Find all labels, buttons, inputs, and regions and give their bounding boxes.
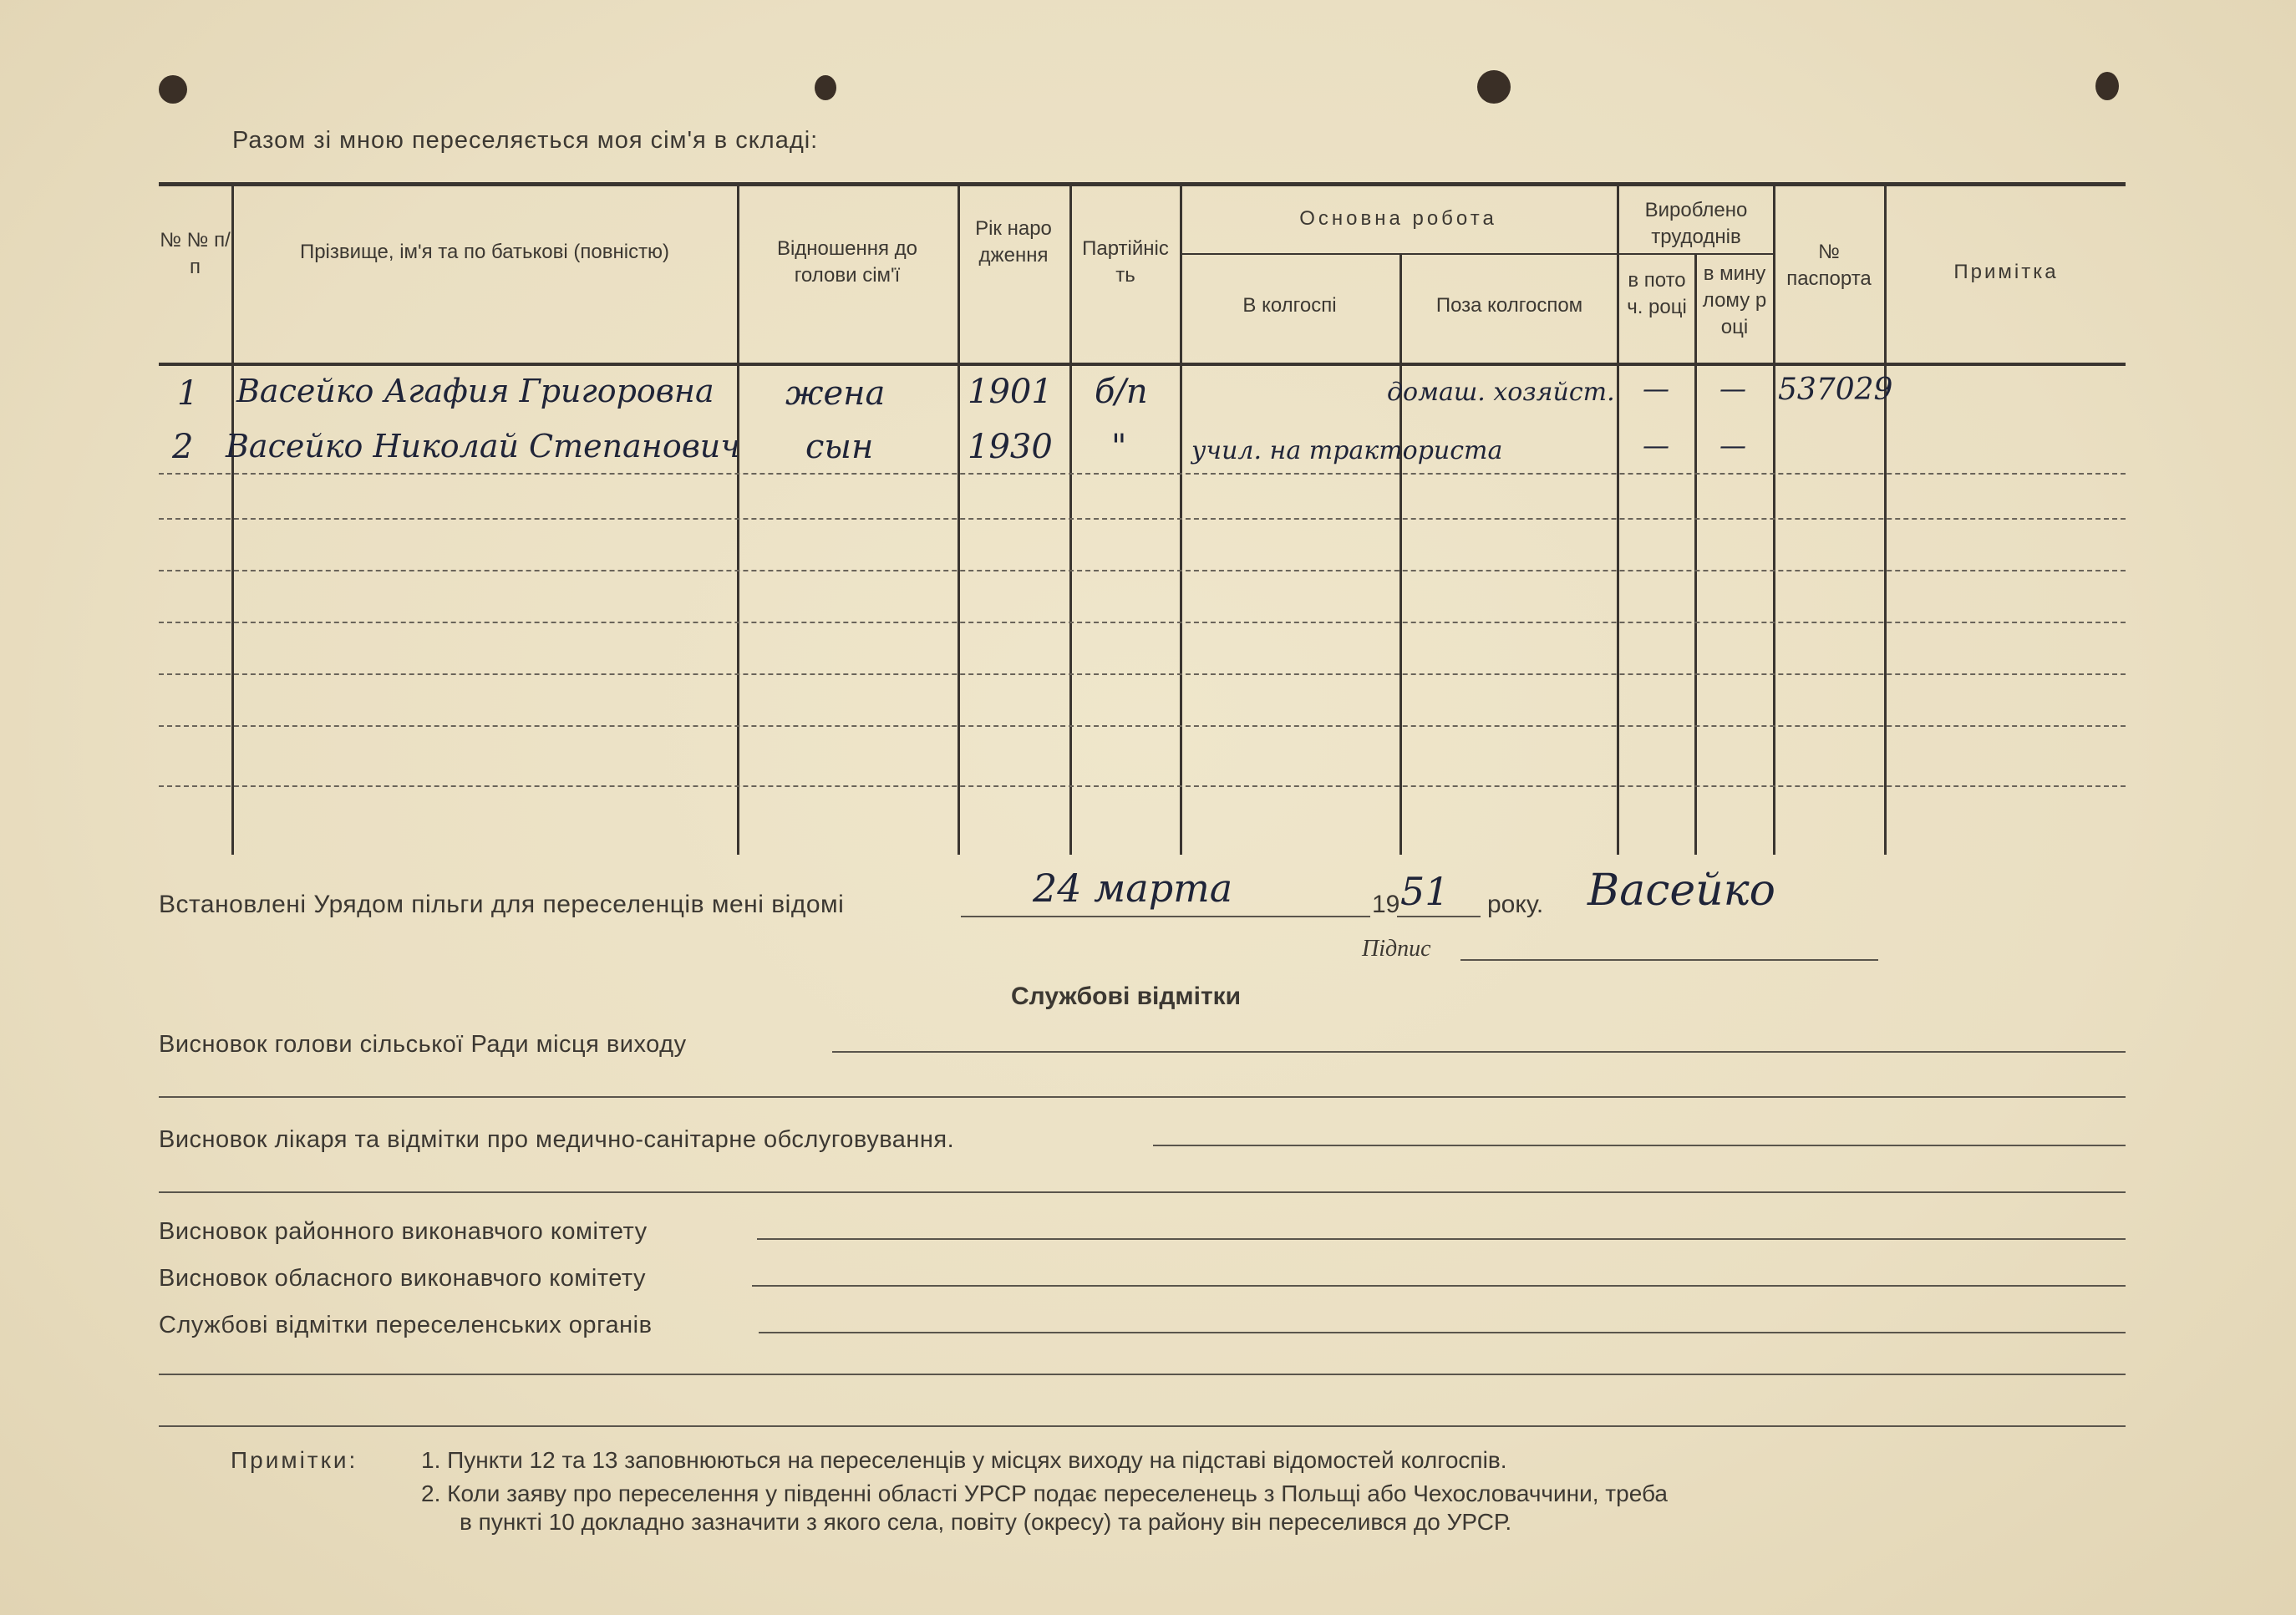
col-line bbox=[958, 186, 960, 855]
year-word: року. bbox=[1487, 891, 1544, 918]
header-in-kolkhoz: В колгоспі bbox=[1242, 294, 1337, 317]
row-rule bbox=[159, 473, 2126, 475]
notes-label: Примітки: bbox=[231, 1447, 358, 1473]
service-line bbox=[159, 1096, 2126, 1098]
table-row-current-year: — bbox=[1643, 373, 1669, 404]
col-line bbox=[1399, 255, 1402, 855]
header-note: Примітка bbox=[1953, 261, 2059, 283]
row-rule bbox=[159, 673, 2126, 675]
header-name: Прізвище, ім'я та по батькові (повністю) bbox=[299, 241, 670, 263]
service-line bbox=[752, 1285, 2126, 1287]
table-row-past-year: — bbox=[1719, 429, 1746, 461]
service-item-resettlement: Службові відмітки переселенських органів bbox=[159, 1312, 653, 1338]
intro-text: Разом зі мною переселяється моя сім'я в складі: bbox=[232, 127, 819, 154]
col-line bbox=[1180, 186, 1182, 855]
table-row-name: Васейко Агафия Григоровна bbox=[236, 373, 714, 409]
service-item-district: Висновок районного виконавчого комітету bbox=[159, 1218, 648, 1245]
col-line bbox=[1069, 186, 1072, 855]
table-row-past-year: — bbox=[1719, 373, 1746, 404]
row-rule bbox=[159, 570, 2126, 571]
header-passport: № паспорта bbox=[1786, 241, 1872, 290]
table-row-outside-kolkhoz: домаш. хозяйст. bbox=[1387, 378, 1615, 407]
table-row-in-kolkhoz: учил. на тракториста bbox=[1191, 436, 1503, 465]
table-row-birth-year: 1901 bbox=[968, 373, 1053, 411]
table-row-party: " bbox=[1111, 428, 1127, 466]
signature-label: Підпис bbox=[1362, 936, 1431, 962]
col-line bbox=[1694, 255, 1697, 855]
service-line bbox=[1153, 1145, 2126, 1146]
service-line bbox=[832, 1051, 2126, 1053]
table-row-num: 2 bbox=[172, 428, 194, 466]
table-row-current-year: — bbox=[1643, 429, 1669, 461]
signature-underline bbox=[1460, 959, 1878, 961]
col-line bbox=[737, 186, 739, 855]
table-row-relation: жена bbox=[785, 374, 886, 413]
table-row-birth-year: 1930 bbox=[968, 428, 1053, 466]
note-2-line-1: 2. Коли заяву про переселення у південні області УРСР подає переселенець з Польщі або Чехословаччини, треба bbox=[421, 1480, 1668, 1506]
service-item-village-council: Висновок голови сільської Ради місця виходу bbox=[159, 1031, 687, 1058]
header-sub-rule bbox=[1617, 253, 1773, 255]
year-underline bbox=[1397, 916, 1481, 917]
punch-hole bbox=[2095, 72, 2119, 100]
header-birth-year: Рік народження bbox=[975, 217, 1052, 267]
table-header-rule bbox=[159, 363, 2126, 366]
table-top-rule bbox=[159, 182, 2126, 186]
header-relation: Відношення до голови сім'ї bbox=[776, 237, 918, 287]
punch-hole bbox=[1477, 70, 1511, 104]
row-rule bbox=[159, 518, 2126, 520]
service-item-doctor: Висновок лікаря та відмітки про медично-санітарне обслуговування. bbox=[159, 1126, 955, 1153]
table-row-relation: сын bbox=[805, 428, 874, 466]
col-line bbox=[1617, 186, 1619, 855]
service-line bbox=[757, 1238, 2126, 1240]
header-workdays: Вироблено трудоднів bbox=[1644, 199, 1748, 248]
service-item-oblast: Висновок обласного виконавчого комітету bbox=[159, 1265, 647, 1292]
table-row-passport: 537029 bbox=[1778, 373, 1893, 407]
punch-hole bbox=[815, 75, 836, 100]
note-2-line-2: в пункті 10 докладно зазначити з якого села, повіту (окресу) та району він переселився до УРСР. bbox=[460, 1509, 1512, 1535]
header-sub-rule bbox=[1180, 253, 1617, 255]
service-line bbox=[759, 1332, 2126, 1333]
signature: Васейко bbox=[1587, 866, 1775, 916]
col-line bbox=[1884, 186, 1887, 855]
service-line bbox=[159, 1191, 2126, 1193]
table-row-num: 1 bbox=[177, 374, 199, 413]
header-party: Партійність bbox=[1082, 237, 1169, 287]
service-title: Службові відмітки bbox=[1011, 983, 1242, 1010]
row-rule bbox=[159, 622, 2126, 623]
col-line bbox=[231, 186, 234, 855]
table-row-name: Васейко Николай Степанович bbox=[226, 428, 740, 465]
service-line bbox=[159, 1425, 2126, 1427]
header-past-year: в минулому році bbox=[1702, 262, 1767, 338]
year-prefix: 19 bbox=[1372, 891, 1400, 918]
note-1: 1. Пункти 12 та 13 заповнюються на переселенців у місцях виходу на підставі відомостей колгоспів. bbox=[421, 1447, 1507, 1473]
year-suffix: 51 bbox=[1400, 869, 1450, 914]
punch-hole bbox=[159, 75, 187, 104]
benefits-date: 24 марта bbox=[1033, 866, 1233, 911]
row-rule bbox=[159, 725, 2126, 727]
date-underline bbox=[961, 916, 1370, 917]
table-row-party: б/п bbox=[1095, 373, 1148, 411]
header-outside-kolkhoz: Поза колгоспом bbox=[1435, 294, 1583, 317]
header-current-year: в поточ. році bbox=[1627, 269, 1687, 318]
service-line bbox=[159, 1374, 2126, 1375]
header-main-work: Основна робота bbox=[1299, 207, 1497, 230]
benefits-label: Встановлені Урядом пільги для переселенців мені відомі bbox=[159, 891, 845, 918]
row-rule bbox=[159, 785, 2126, 787]
header-num: № № п/п bbox=[160, 229, 231, 278]
